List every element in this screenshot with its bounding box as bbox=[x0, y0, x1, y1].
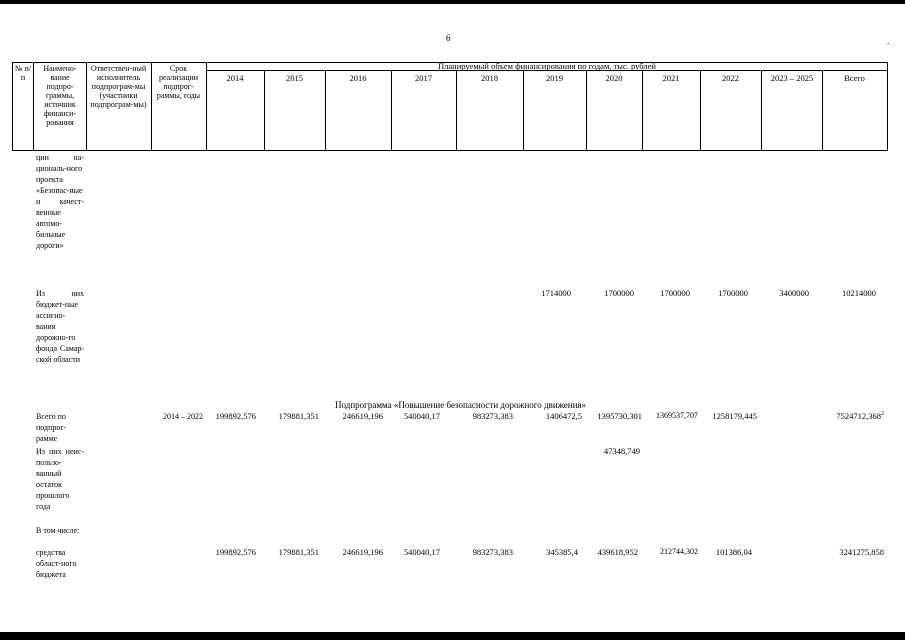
fund-2021: 1700000 bbox=[660, 288, 690, 298]
header-responsible: Ответствен-ный исполнитель подпрограм-мы (участники подпрограм-мы) bbox=[90, 64, 147, 109]
unused-2020: 47348,749 bbox=[603, 446, 640, 456]
unused-text: Из них неис-пользо-ванный остаток прошлого года bbox=[36, 447, 84, 511]
year-2023-2025: 2023 – 2025 bbox=[770, 73, 814, 83]
total-sum: 7524712,368$^2$ bbox=[836, 411, 884, 421]
top-border bbox=[0, 0, 905, 4]
fund-total: 10214000 bbox=[842, 288, 876, 298]
total-2019: 1406472,5 bbox=[545, 411, 582, 421]
total-2020: 1395730,301 bbox=[597, 411, 642, 421]
year-2019: 2019 bbox=[546, 73, 563, 83]
regional-2017: 540040,17 bbox=[403, 547, 440, 557]
header-term: Срок реализации подпрог-раммы, годы bbox=[156, 64, 201, 100]
fund-2023-2025: 3400000 bbox=[779, 288, 809, 298]
header-name: Наимено-вание подпро-граммы, источник финанси-рования bbox=[43, 64, 77, 127]
year-2021: 2021 bbox=[662, 73, 680, 83]
regional-2021: 212744,302 bbox=[660, 547, 698, 556]
bottom-border bbox=[0, 632, 905, 640]
total-2022: 1258179,445 bbox=[712, 411, 757, 421]
year-2014: 2014 bbox=[226, 73, 244, 83]
regional-2015: 179881,351 bbox=[278, 547, 319, 557]
total-text: Всего по подпрог-рамме bbox=[36, 412, 67, 443]
year-2020: 2020 bbox=[605, 73, 623, 83]
header-funding: Планируемый объем финансирования по годам, тыс. рублей bbox=[438, 61, 656, 71]
year-2018: 2018 bbox=[481, 73, 498, 83]
total-2021: 1369537,707 bbox=[656, 411, 698, 420]
regional-2018: 983273,383 bbox=[472, 547, 513, 557]
regional-2022: 101386,04 bbox=[715, 547, 752, 557]
header-bottom-line bbox=[12, 150, 888, 151]
header-num: № п/п bbox=[14, 64, 32, 82]
regional-2014: 199892,576 bbox=[215, 547, 256, 557]
regional-text: средства област-ного бюджета bbox=[36, 548, 77, 579]
footnote-mark: 2 bbox=[881, 411, 884, 418]
total-2015: 179881,351 bbox=[278, 411, 319, 421]
total-2017: 540040,17 bbox=[403, 411, 440, 421]
total-2016: 246619,196 bbox=[342, 411, 383, 421]
regional-total: 3241275,858 bbox=[839, 547, 884, 557]
total-2014: 199892,576 bbox=[215, 411, 256, 421]
subprogram-title: Подпрограмма «Повышение безопасности дорожного движения» bbox=[335, 400, 587, 410]
year-2022: 2022 bbox=[722, 73, 739, 83]
fund-2022: 1700000 bbox=[718, 288, 748, 298]
year-2015: 2015 bbox=[286, 73, 303, 83]
fund-2019: 1714000 bbox=[541, 288, 571, 298]
year-total: Всего bbox=[844, 73, 865, 83]
total-term: 2014 – 2022 bbox=[163, 412, 203, 421]
fund-text: Из них бюджет-ные ассигно-вания дорожно-го фонда Самар-ской области bbox=[36, 289, 84, 364]
continued-text: ции на-циональ-ного проекта «Безопас-ные и качест-венные автомо-бильные дороги» bbox=[36, 153, 84, 250]
regional-2020: 439618,952 bbox=[597, 547, 638, 557]
page-number: 6 bbox=[446, 33, 451, 43]
regional-2019: 345385,4 bbox=[546, 547, 578, 557]
year-2017: 2017 bbox=[415, 73, 432, 83]
incl-text: В том числе: bbox=[36, 526, 80, 535]
total-2018: 983273,383 bbox=[472, 411, 513, 421]
fund-2020: 1700000 bbox=[604, 288, 634, 298]
year-2016: 2016 bbox=[349, 73, 367, 83]
regional-2016: 246619,196 bbox=[342, 547, 383, 557]
corner-mark: . bbox=[887, 36, 890, 46]
